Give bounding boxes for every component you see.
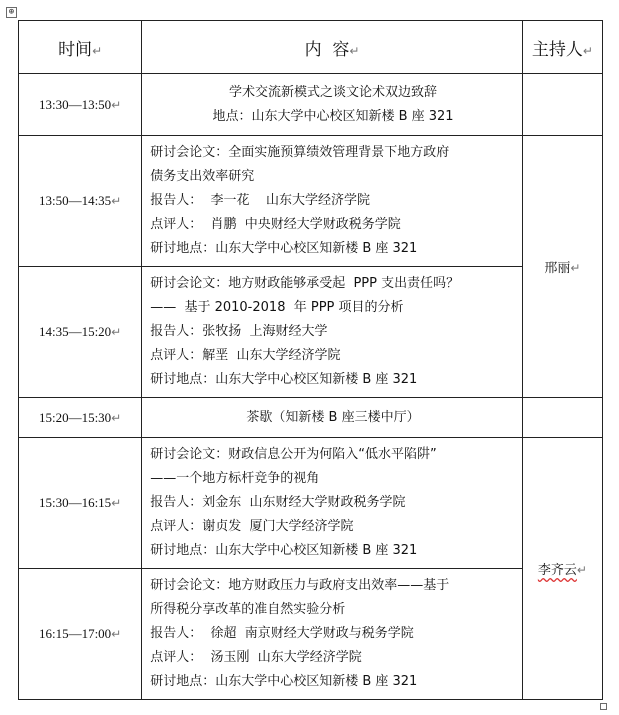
content-line: 学术交流新模式之谈文论术双边致辞 xyxy=(229,84,438,100)
content-cell xyxy=(142,569,523,700)
content-line: 研讨地点：山东大学中心校区知新楼 B 座 321 xyxy=(150,372,418,387)
table-resize-handle-icon[interactable] xyxy=(600,703,607,710)
time-cell: 13:50—14:35↵ xyxy=(19,136,142,267)
content-line: 点评人：解垩 山东大学经济学院 xyxy=(150,348,341,363)
content-line: 债务支出效率研究 xyxy=(150,169,255,184)
content-line: 点评人： 肖鹏 中央财经大学财政税务学院 xyxy=(150,217,401,232)
content-line: 研讨会论文：地方财政压力与政府支出效率——基于 xyxy=(150,578,450,593)
header-host: 主持人↵ xyxy=(522,21,602,74)
content-line: 地点：山东大学中心校区知新楼 B 座 321 xyxy=(212,108,454,124)
table-row xyxy=(19,136,603,267)
content-line: 报告人： 李一花 山东大学经济学院 xyxy=(150,193,370,208)
content-line: 点评人： 汤玉刚 山东大学经济学院 xyxy=(150,650,362,665)
table-row xyxy=(19,74,603,136)
time-cell: 13:30—13:50↵ xyxy=(19,74,142,136)
content-line: 研讨会论文：全面实施预算绩效管理背景下地方政府 xyxy=(150,145,450,160)
host-cell-empty xyxy=(522,398,602,438)
content-line: 研讨地点：山东大学中心校区知新楼 B 座 321 xyxy=(150,674,418,689)
content-line: 茶歇（知新楼 B 座三楼中厅） xyxy=(246,409,420,425)
content-line: ——一个地方标杆竞争的视角 xyxy=(150,471,320,486)
host-name: 邢丽 xyxy=(544,261,571,276)
time-cell: 16:15—17:00↵ xyxy=(19,569,142,700)
content-line: 报告人：刘金东 山东财经大学财政税务学院 xyxy=(150,495,406,510)
content-line: 研讨会论文：财政信息公开为何陷入“低水平陷阱” xyxy=(150,447,437,462)
host-name: 李齐云 xyxy=(537,563,577,578)
content-line: 报告人：张牧扬 上海财经大学 xyxy=(150,324,328,339)
content-cell xyxy=(142,398,523,438)
header-row xyxy=(19,21,603,74)
table-move-handle-icon[interactable]: ⊕ xyxy=(6,7,17,18)
time-cell: 15:30—16:15↵ xyxy=(19,438,142,569)
content-line: —— 基于 2010-2018 年 PPP 项目的分析 xyxy=(150,300,404,315)
content-cell xyxy=(142,136,523,267)
time-cell: 14:35—15:20↵ xyxy=(19,267,142,398)
content-line: 报告人： 徐超 南京财经大学财政与税务学院 xyxy=(150,626,414,641)
content-cell xyxy=(142,74,523,136)
content-cell xyxy=(142,438,523,569)
content-line: 研讨会论文：地方财政能够承受起 PPP 支出责任吗？ xyxy=(150,276,460,291)
content-line: 研讨地点：山东大学中心校区知新楼 B 座 321 xyxy=(150,241,418,256)
header-time: 时间↵ xyxy=(19,21,142,74)
content-cell xyxy=(142,267,523,398)
host-cell-empty xyxy=(522,74,602,136)
host-cell: 邢丽↵ xyxy=(522,136,602,398)
time-cell: 15:20—15:30↵ xyxy=(19,398,142,438)
content-line: 点评人：谢贞发 厦门大学经济学院 xyxy=(150,519,354,534)
table-row xyxy=(19,267,603,398)
content-line: 所得税分享改革的准自然实验分析 xyxy=(150,602,346,617)
table-row xyxy=(19,398,603,438)
host-cell: 李齐云↵ xyxy=(522,438,602,700)
header-content: 内 容↵ xyxy=(142,21,523,74)
content-line: 研讨地点：山东大学中心校区知新楼 B 座 321 xyxy=(150,543,418,558)
table-row xyxy=(19,438,603,569)
schedule-table xyxy=(18,20,603,700)
table-row xyxy=(19,569,603,700)
